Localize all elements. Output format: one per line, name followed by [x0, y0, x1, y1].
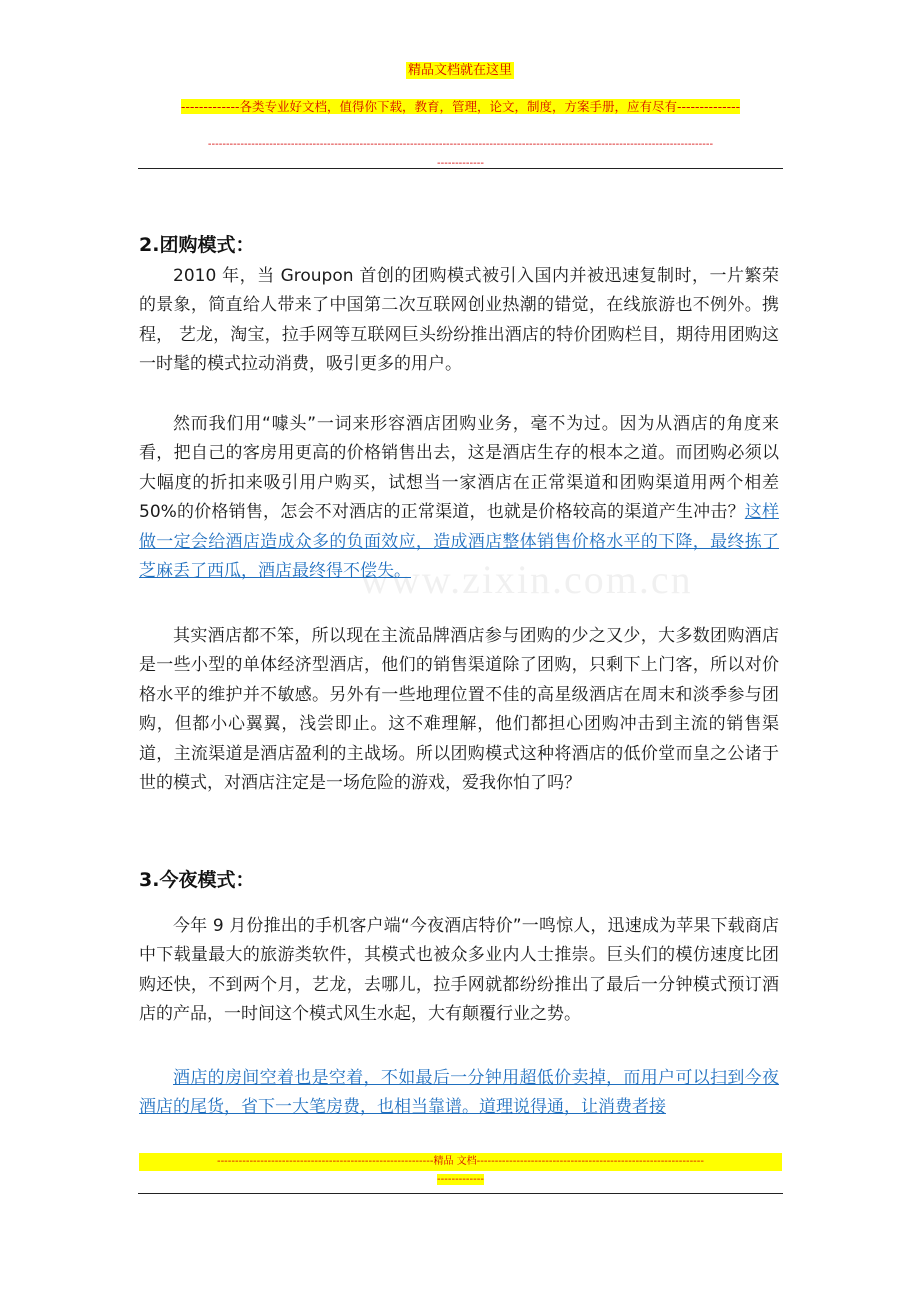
header-title: 精品文档就在这里	[407, 63, 512, 78]
footer-label: 精品 文档	[433, 1156, 477, 1167]
header-divider	[138, 168, 783, 169]
paragraph-3: 其实酒店都不笨，所以现在主流品牌酒店参与团购的少之又少，大多数团购酒店是一些小型的单体经济型酒店，他们的销售渠道除了团购，只剩下上门客，所以对价格水平的维护并不敏感。另外有一些地理位置不佳的高星级酒店在周末和淡季参与团购，但都小心翼翼，浅尝即止。这不难理解，他们都担心团购冲击到主流的销售渠道，主流渠道是酒店盈利的主战场。所以团购模式这种将酒店的低价堂而皇之公诸于世的模式，对酒店注定是一场危险的游戏，爱我你怕了吗？	[139, 626, 779, 794]
paragraph-1: 2010 年，当 Groupon 首创的团购模式被引入国内并被迅速复制时，一片繁荣的景象，简直给人带来了中国第二次互联网创业热潮的错觉，在线旅游也不例外。携程， 艺龙，淘宝，拉手网等互联网巨头纷纷推出酒店的特价团购栏目，期待用团购这一时髦的模式拉动消费，吸引更多的用户。	[139, 266, 779, 375]
paragraph-2: 然而我们用“噱头”一词来形容酒店团购业务，毫不为过。因为从酒店的角度来看，把自己的客房用更高的价格销售出去，这是酒店生存的根本之道。而团购必须以大幅度的折扣来吸引用户购买，试想当一家酒店在正常渠道和团购渠道用两个相差 50%的价格销售，怎会不对酒店的正常渠道，也就是价格较高的渠道产生冲击？这样做一定会给酒店造成众多的负面效应，造成酒店整体销售价格水平的下降，最终拣了芝麻丢了西瓜，酒店最终得不偿失。	[139, 414, 779, 582]
header-subtitle: -------------各类专业好文档，值得你下载，教育，管理，论文，制度，方案手册，应有尽有--------------	[180, 99, 741, 114]
header-dash-rule: -------------------------------------------------------------------------------------------------------------------------------------------- -------------	[207, 139, 714, 169]
inline-link[interactable]: 酒店的房间空着也是空着，不如最后一分钟用超低价卖掉，而用户可以扫到今夜酒店的尾货，省下一大笔房费，也相当靠谱。道理说得通，让消费者接	[139, 1068, 779, 1118]
paragraph-5	[139, 1064, 779, 1123]
section-heading-group-buying: 2.团购模式：	[139, 234, 255, 256]
watermark: www.zixin.com.cn	[360, 557, 693, 602]
inline-link[interactable]: 这样做一定会给酒店造成众多的负面效应，造成酒店整体销售价格水平的下降，最终拣了芝麻丢了西瓜，酒店最终得不偿失。	[139, 502, 779, 582]
footer-dash-rule: ------------------------------------------------------------精品 文档--------------------------------------------------------------- -------------	[139, 1153, 782, 1189]
footer-divider	[138, 1193, 783, 1194]
paragraph-4: 今年 9 月份推出的手机客户端“今夜酒店特价”一鸣惊人，迅速成为苹果下载商店中下载量最大的旅游类软件，其模式也被众多业内人士推崇。巨头们的模仿速度比团购还快，不到两个月，艺龙，去哪儿，拉手网就都纷纷推出了最后一分钟模式预订酒店的产品，一时间这个模式风生水起，大有颠覆行业之势。	[139, 916, 779, 1025]
section-heading-tonight: 3.今夜模式：	[139, 869, 255, 891]
